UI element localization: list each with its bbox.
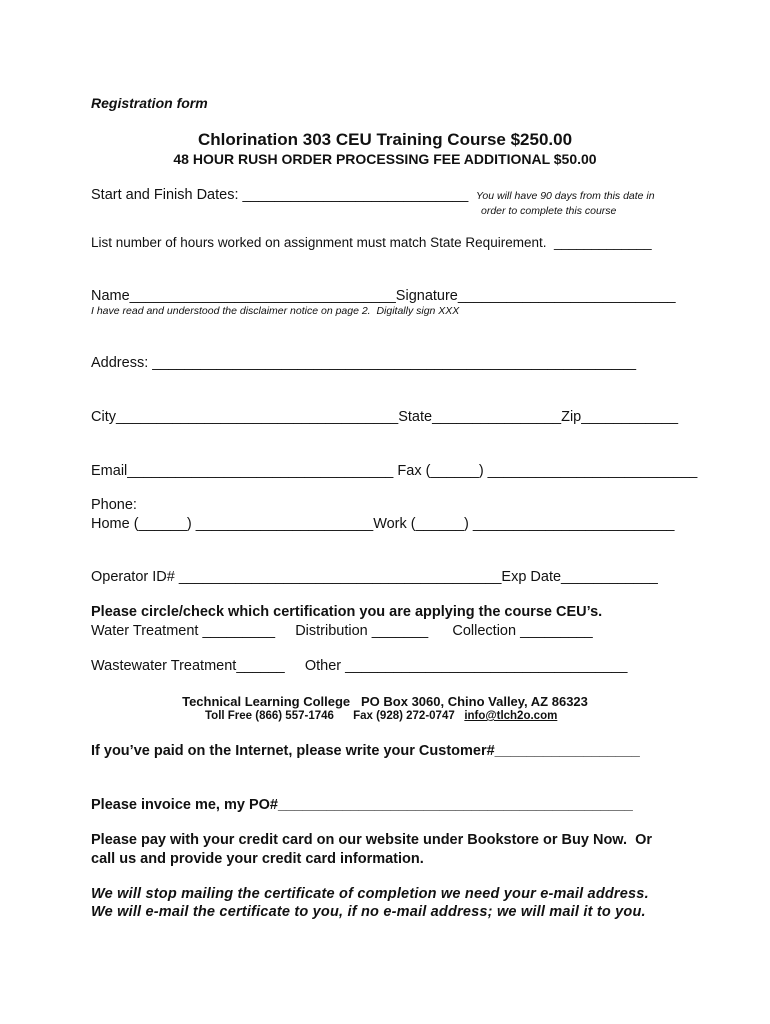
disclaimer-note: I have read and understood the disclaimer notice on page 2. Digitally sign XXX <box>91 305 460 317</box>
home-work-phone-field[interactable]: Home (______) ______________________Work (______) _________________________ <box>91 516 675 532</box>
dates-field[interactable]: Start and Finish Dates: ____________________________ <box>91 187 469 203</box>
hours-field[interactable]: List number of hours worked on assignment must match State Requirement. _____________ <box>91 235 652 250</box>
dates-note-line2: order to complete this course <box>481 205 617 217</box>
closing-note-line2: We will e-mail the certificate to you, if no e-mail address; we will mail it to you. <box>91 904 646 920</box>
email-fax-field[interactable]: Email_________________________________ Fax (______) __________________________ <box>91 463 698 479</box>
po-number-field[interactable]: Please invoice me, my PO#____________________________________________ <box>91 797 633 813</box>
certification-heading: Please circle/check which certification you are applying the course CEU’s. <box>91 604 603 620</box>
credit-card-note-line1: Please pay with your credit card on our website under Bookstore or Buy Now. Or <box>91 832 653 848</box>
city-state-zip-field[interactable]: City___________________________________State________________Zip____________ <box>91 409 679 425</box>
college-contact <box>205 710 557 722</box>
course-title: Chlorination 303 CEU Training Course $250.00 <box>197 130 573 149</box>
credit-card-note-line2: call us and provide your credit card information. <box>91 851 424 867</box>
name-signature-field[interactable]: Name_________________________________Signature___________________________ <box>91 288 676 304</box>
certification-row-2[interactable]: Wastewater Treatment______ Other ___________________________________ <box>91 658 628 674</box>
phone-fax-text: Toll Free (866) 557-1746 Fax (928) 272-0747 <box>205 710 465 722</box>
form-header: Registration form <box>91 95 208 111</box>
operator-id-field[interactable]: Operator ID# ________________________________________Exp Date____________ <box>91 569 658 585</box>
certification-row-1[interactable]: Water Treatment _________ Distribution _______ Collection _________ <box>91 623 593 639</box>
address-field[interactable]: Address: ____________________________________________________________ <box>91 355 637 371</box>
dates-note-line1: You will have 90 days from this date in <box>476 190 655 202</box>
closing-note-line1: We will stop mailing the certificate of completion we need your e-mail address. <box>91 886 649 902</box>
rush-fee-subtitle: 48 HOUR RUSH ORDER PROCESSING FEE ADDITIONAL $50.00 <box>173 151 597 167</box>
customer-number-field[interactable]: If you’ve paid on the Internet, please write your Customer#__________________ <box>91 743 640 759</box>
phone-label: Phone: <box>91 497 137 513</box>
college-email-link[interactable]: info@tlch2o.com <box>464 710 558 722</box>
college-address: Technical Learning College PO Box 3060, Chino Valley, AZ 86323 <box>182 694 588 709</box>
